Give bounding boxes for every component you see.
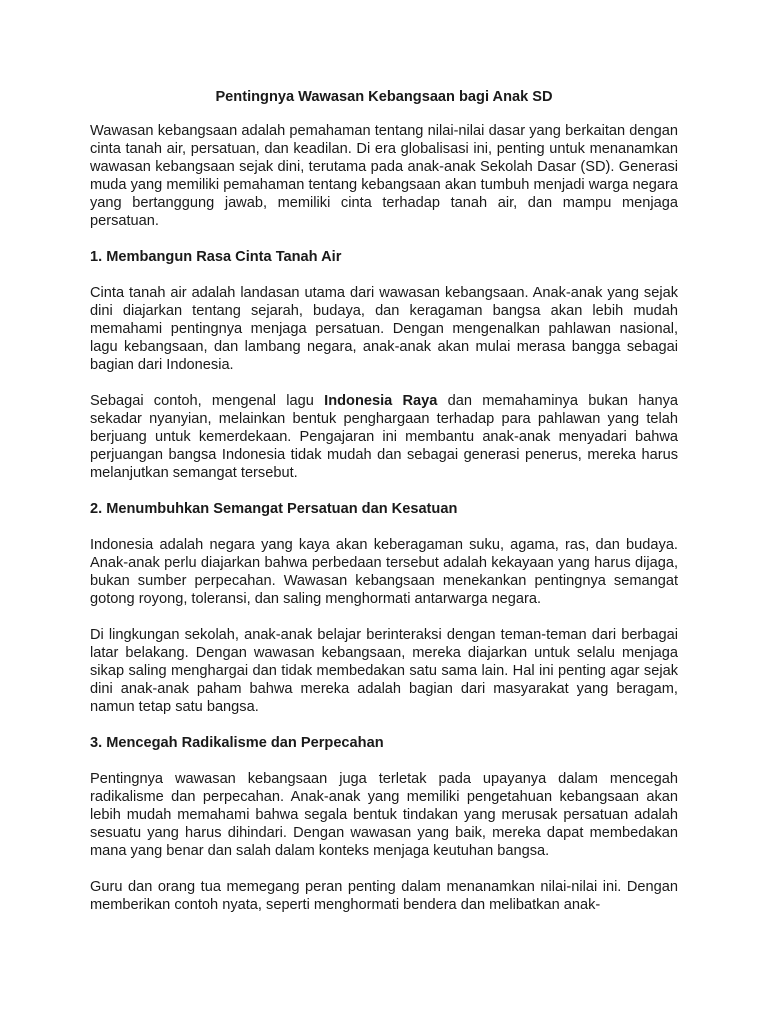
section-1-paragraph-2-end: dan memahaminya bukan hanya sekadar nyanyian, melainkan bentuk penghargaan terhadap para pahlawan yang telah berjuang untuk kemerdekaan. Pengajaran ini membantu anak-anak menyadari bahwa perjuangan bangsa Indonesia tidak mudah dan sebagai generasi penerus, mereka harus melanjutkan semangat tersebut. bbox=[90, 393, 678, 481]
section-2-paragraph-1: Indonesia adalah negara yang kaya akan keberagaman suku, agama, ras, dan budaya. Anak-anak perlu diajarkan bahwa perbedaan tersebut adalah kekayaan yang harus dijaga, bukan sumber perpecahan. Wawasan kebangsaan menekankan pentingnya semangat gotong royong, toleransi, dan saling menghormati antarwarga negara. bbox=[90, 537, 678, 607]
section-1-heading: 1. Membangun Rasa Cinta Tanah Air bbox=[90, 249, 342, 265]
document-page bbox=[90, 88, 678, 932]
section-1-paragraph-1: Cinta tanah air adalah landasan utama dari wawasan kebangsaan. Anak-anak yang sejak dini diajarkan tentang sejarah, budaya, dan keragaman bangsa akan lebih mudah memahami pentingnya menjaga persatuan. Dengan mengenalkan pahlawan nasional, lagu kebangsaan, dan lambang negara, anak-anak akan mulai merasa bangga sebagai bagian dari Indonesia. bbox=[90, 285, 678, 373]
section-3-heading: 3. Mencegah Radikalisme dan Perpecahan bbox=[90, 735, 384, 751]
section-3-paragraph-1: Pentingnya wawasan kebangsaan juga terletak pada upayanya dalam mencegah radikalisme dan perpecahan. Anak-anak yang memiliki pengetahuan kebangsaan akan lebih mudah memahami bahwa segala bentuk tindakan yang merusak persatuan adalah sesuatu yang harus dihindari. Dengan wawasan yang baik, mereka dapat membedakan mana yang benar dan salah dalam konteks menjaga keutuhan bangsa. bbox=[90, 771, 678, 859]
section-1-paragraph-2-start: Sebagai contoh, mengenal lagu bbox=[90, 393, 325, 409]
indonesia-raya-bold: Indonesia Raya bbox=[324, 393, 438, 409]
section-3-paragraph-2: Guru dan orang tua memegang peran penting dalam menanamkan nilai-nilai ini. Dengan memberikan contoh nyata, seperti menghormati bendera dan melibatkan anak- bbox=[90, 879, 678, 913]
section-2-paragraph-2: Di lingkungan sekolah, anak-anak belajar berinteraksi dengan teman-teman dari berbagai latar belakang. Dengan wawasan kebangsaan, mereka diajarkan untuk selalu menjaga sikap saling menghargai dan tidak membedakan satu sama lain. Hal ini penting agar sejak dini anak-anak paham bahwa mereka adalah bagian dari masyarakat yang beragam, namun tetap satu bangsa. bbox=[90, 627, 678, 715]
document-title: Pentingnya Wawasan Kebangsaan bagi Anak SD bbox=[215, 89, 553, 105]
intro-paragraph: Wawasan kebangsaan adalah pemahaman tentang nilai-nilai dasar yang berkaitan dengan cinta tanah air, persatuan, dan keadilan. Di era globalisasi ini, penting untuk menanamkan wawasan kebangsaan sejak dini, terutama pada anak-anak Sekolah Dasar (SD). Generasi muda yang memiliki pemahaman tentang kebangsaan akan tumbuh menjadi warga negara yang bertanggung jawab, memiliki cinta terhadap tanah air, dan mampu menjaga persatuan. bbox=[90, 123, 678, 229]
section-2-heading: 2. Menumbuhkan Semangat Persatuan dan Kesatuan bbox=[90, 501, 458, 517]
section-1-paragraph-2 bbox=[90, 392, 678, 482]
